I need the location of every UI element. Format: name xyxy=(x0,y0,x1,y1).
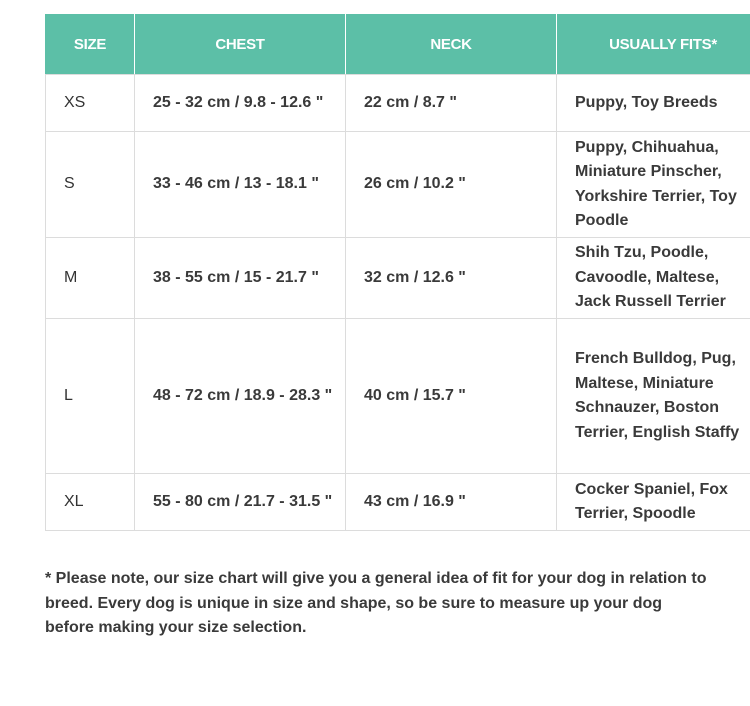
neck-cell: 22 cm / 8.7 " xyxy=(346,75,557,132)
fits-cell: Puppy, Toy Breeds xyxy=(557,75,750,132)
chest-cell: 33 - 46 cm / 13 - 18.1 " xyxy=(135,132,346,238)
table-row xyxy=(46,319,750,474)
chest-cell: 55 - 80 cm / 21.7 - 31.5 " xyxy=(135,474,346,531)
neck-cell: 32 cm / 12.6 " xyxy=(346,238,557,319)
table-row xyxy=(46,238,750,319)
fits-cell: Shih Tzu, Poodle, Cavoodle, Maltese, Jack Russell Terrier xyxy=(557,238,750,319)
header-usually-fits: USUALLY FITS* xyxy=(557,15,750,75)
table-header-row xyxy=(46,15,750,75)
neck-cell: 43 cm / 16.9 " xyxy=(346,474,557,531)
header-neck: NECK xyxy=(346,15,557,75)
size-cell: L xyxy=(46,319,135,474)
size-cell: XL xyxy=(46,474,135,531)
table-row xyxy=(46,474,750,531)
header-chest: CHEST xyxy=(135,15,346,75)
size-chart-table xyxy=(45,14,750,531)
size-chart-footnote: * Please note, our size chart will give you a general idea of fit for your dog in relation to breed. Every dog is unique in size and shape, so be sure to measure up your dog before making your size selection. xyxy=(45,570,707,636)
size-cell: S xyxy=(46,132,135,238)
chest-cell: 38 - 55 cm / 15 - 21.7 " xyxy=(135,238,346,319)
fits-cell: Cocker Spaniel, Fox Terrier, Spoodle xyxy=(557,474,750,531)
neck-cell: 40 cm / 15.7 " xyxy=(346,319,557,474)
neck-cell: 26 cm / 10.2 " xyxy=(346,132,557,238)
fits-cell: Puppy, Chihuahua, Miniature Pinscher, Yorkshire Terrier, Toy Poodle xyxy=(557,132,750,238)
chest-cell: 25 - 32 cm / 9.8 - 12.6 " xyxy=(135,75,346,132)
size-cell: M xyxy=(46,238,135,319)
header-size: SIZE xyxy=(46,15,135,75)
fits-cell: French Bulldog, Pug, Maltese, Miniature Schnauzer, Boston Terrier, English Staffy xyxy=(557,319,750,474)
table-row xyxy=(46,132,750,238)
size-cell: XS xyxy=(46,75,135,132)
table-row xyxy=(46,75,750,132)
chest-cell: 48 - 72 cm / 18.9 - 28.3 " xyxy=(135,319,346,474)
